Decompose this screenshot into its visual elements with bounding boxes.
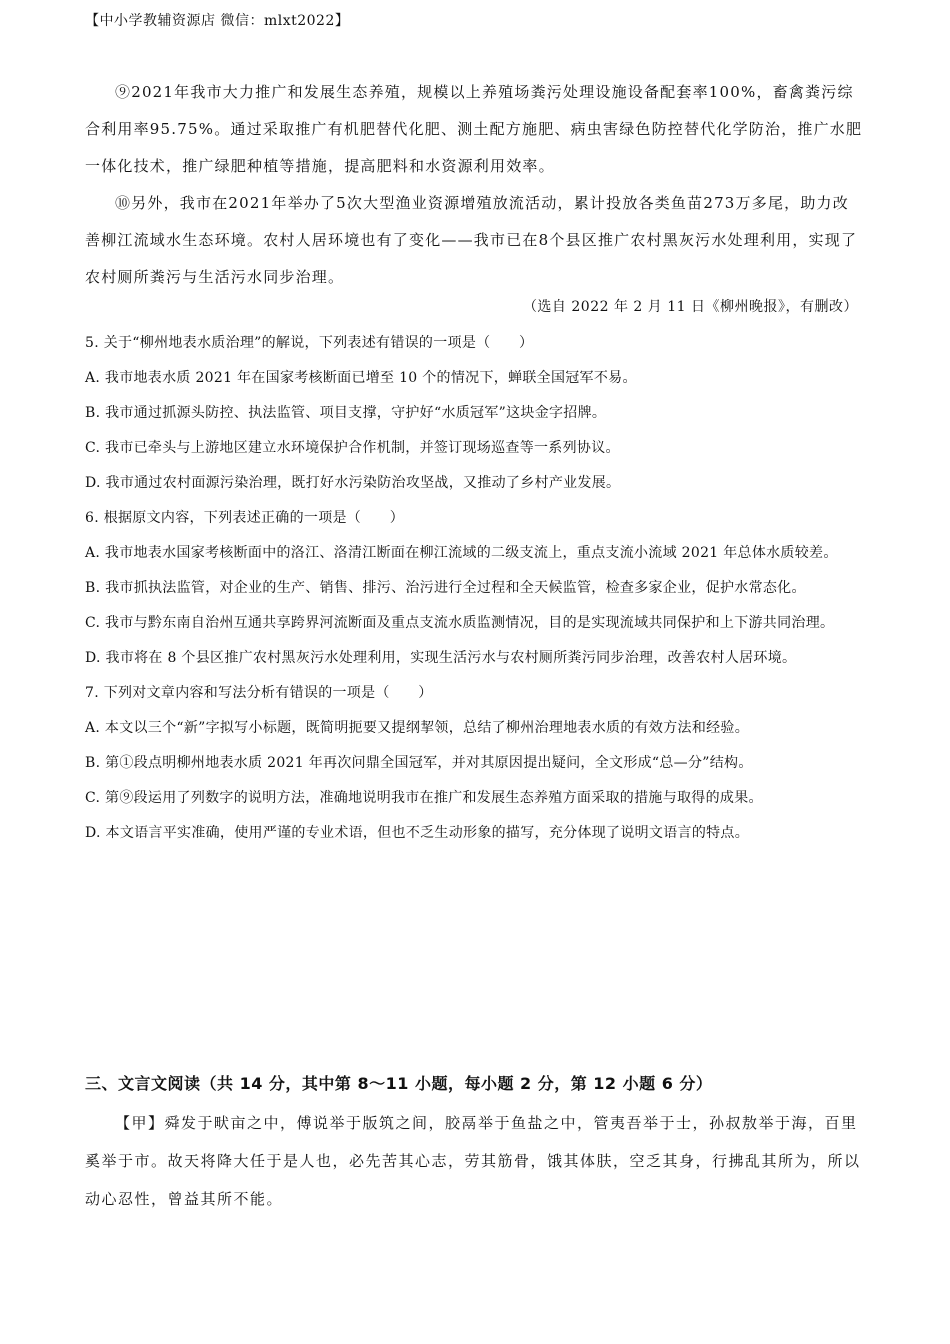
- question-stem: 6. 根据原文内容，下列表述正确的一项是（ ）: [85, 510, 405, 526]
- option-b: B. 我市通过抓源头防控、执法监管、项目支撑，守护好“水质冠军”这块金字招牌。: [85, 405, 607, 421]
- source-note: （选自 2022 年 2 月 11 日《柳州晚报》，有删改）: [522, 299, 858, 315]
- option-b: B. 我市抓执法监管，对企业的生产、销售、排污、治污进行全过程和全天候监管，检查多家企业，促护水常态化。: [85, 580, 806, 596]
- classical-passage-jia: 【甲】舜发于畎亩之中，傅说举于版筑之间，胶鬲举于鱼盐之中，管夷吾举于士，孙叔敖举于海，百里奚举于市。故天将降大任于是人也，必先苦其心志，劳其筋骨，饿其体肤，空乏其身，行拂乱其所为，所以动心忍性，曾益其所不能。: [85, 1114, 861, 1208]
- option-d: D. 本文语言平实准确，使用严谨的专业术语，但也不乏生动形象的描写，充分体现了说明文语言的特点。: [85, 825, 750, 841]
- classical-reading: [85, 1104, 865, 1218]
- question-stem: 7. 下列对文章内容和写法分析有错误的一项是（ ）: [85, 685, 433, 701]
- option-d: D. 我市将在 8 个县区推广农村黑灰污水处理利用，实现生活污水与农村厕所粪污同步治理，改善农村人居环境。: [85, 650, 797, 666]
- article-body: [85, 74, 865, 296]
- option-c: C. 我市已牵头与上游地区建立水环境保护合作机制，并签订现场巡查等一系列协议。: [85, 440, 620, 456]
- option-a: A. 本文以三个“新”字拟写小标题，既简明扼要又提纲挈领，总结了柳州治理地表水质的有效方法和经验。: [85, 720, 750, 736]
- option-a: A. 我市地表水质 2021 年在国家考核断面已增至 10 个的情况下，蝉联全国冠军不易。: [85, 370, 637, 386]
- option-c: C. 第⑨段运用了列数字的说明方法，准确地说明我市在推广和发展生态养殖方面采取的措施与取得的成果。: [85, 790, 763, 806]
- page-header: 【中小学教辅资源店 微信：mlxt2022】: [85, 13, 350, 29]
- section-title: 三、文言文阅读（共 14 分，其中第 8～11 小题，每小题 2 分，第 12 小题 6 分）: [85, 1074, 713, 1093]
- paragraph-10: ⑩另外，我市在2021年举办了5次大型渔业资源增殖放流活动，累计投放各类鱼苗273万多尾，助力改善柳江流域水生态环境。农村人居环境也有了变化——我市已在8个县区推广农村黑灰污水处理利用，实现了农村厕所粪污与生活污水同步治理。: [85, 194, 858, 286]
- option-b: B. 第①段点明柳州地表水质 2021 年再次问鼎全国冠军，并对其原因提出疑问，全文形成“总—分”结构。: [85, 755, 753, 771]
- option-c: C. 我市与黔东南自治州互通共享跨界河流断面及重点支流水质监测情况，目的是实现流域共同保护和上下游共同治理。: [85, 615, 835, 631]
- question-5: [85, 326, 865, 501]
- question-list: [85, 326, 865, 851]
- question-7: [85, 676, 865, 851]
- paragraph-9: ⑨2021年我市大力推广和发展生态养殖，规模以上养殖场粪污处理设施设备配套率100%，畜禽粪污综合利用率95.75%。通过采取推广有机肥替代化肥、测土配方施肥、病虫害绿色防控替代化学防治，推广水肥一体化技术，推广绿肥种植等措施，提高肥料和水资源利用效率。: [85, 83, 863, 175]
- question-6: [85, 501, 865, 676]
- option-d: D. 我市通过农村面源污染治理，既打好水污染防治攻坚战，又推动了乡村产业发展。: [85, 475, 621, 491]
- question-stem: 5. 关于“柳州地表水质治理”的解说，下列表述有错误的一项是（ ）: [85, 335, 534, 351]
- option-a: A. 我市地表水国家考核断面中的洛江、洛清江断面在柳江流域的二级支流上，重点支流小流域 2021 年总体水质较差。: [85, 545, 838, 561]
